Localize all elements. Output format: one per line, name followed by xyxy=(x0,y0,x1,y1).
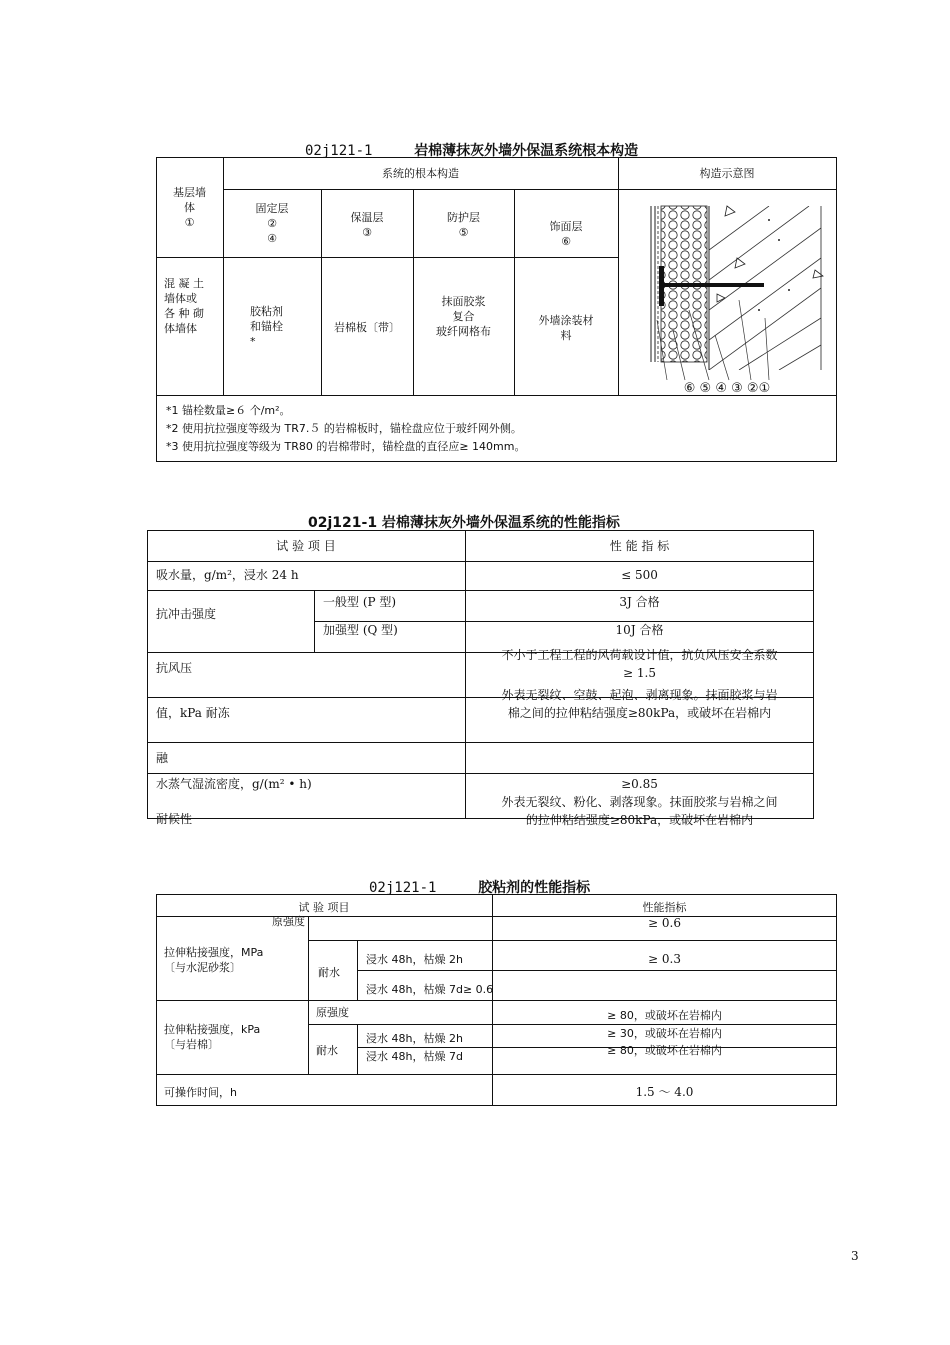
t2-r2-sub2: 加强型 (Q 型) xyxy=(323,623,398,637)
t2-r2-val1: 3J 合格 xyxy=(619,595,660,609)
t3-b-w2: 浸水 48h，枯燥 7d xyxy=(366,1050,463,1063)
t2-r2-val2: 10J 合格 xyxy=(615,623,664,637)
table3-title-code: 02j121-1 xyxy=(369,880,437,896)
sub-insul-label: 保温层 xyxy=(350,211,384,224)
t3-b-orig: 原强度 xyxy=(316,1006,349,1019)
t3-b-w1-val: ≥ 30，或破坏在岩棉内 xyxy=(607,1027,722,1040)
t2-r2-sub1: 一般型 (P 型) xyxy=(323,595,397,609)
t3-a-item: 拉伸粘接强度，MPa xyxy=(164,946,264,959)
note-2: *2 使用抗拉强度等级为 TR7.５ 的岩棉板时，锚栓盘应位于玻纤网外侧。 xyxy=(166,422,522,435)
table1-title-text: 岩棉薄抹灰外墙外保温系统根本构造 xyxy=(414,143,639,159)
t2-r1-val: ≤ 500 xyxy=(621,568,658,582)
t2-r4-val: 外表无裂纹、空鼓、起泡、剥离现象。抹面胶浆与岩 xyxy=(501,688,778,702)
t3-head-item: 试 验 项目 xyxy=(298,901,350,914)
t3-a-w1: 浸水 48h，枯燥 2h xyxy=(366,953,463,966)
t2-r6-item: 水蒸气湿流密度，g/(m² • h) xyxy=(156,777,312,791)
t2-r4-item: 值，kPa 耐冻 xyxy=(156,706,230,720)
t2-r1-item: 吸水量，g/m²，浸水 24 h xyxy=(156,568,299,582)
t2-head-item: 试 验 项 目 xyxy=(276,539,336,553)
t2-r5-item: 融 xyxy=(156,751,169,765)
base-wall-value: 混 凝 土 xyxy=(164,277,204,290)
t3-op-item: 可操作时间，h xyxy=(164,1086,237,1099)
diagram-caption: ⑥ ⑤ ④ ③ ②① xyxy=(683,381,771,396)
note-1: *1 锚栓数量≥６ 个/m²。 xyxy=(166,404,291,417)
sub-protect-label: 防护层 xyxy=(447,211,480,224)
t3-a-w1-val: ≥ 0.3 xyxy=(648,952,681,966)
fix-value: 胶粘剂 xyxy=(250,305,283,318)
t3-a-water: 耐水 xyxy=(318,966,340,979)
t3-b-water: 耐水 xyxy=(316,1044,338,1057)
note-3: *3 使用抗拉强度等级为 TR80 的岩棉带时，锚栓盘的直径应≥ 140mm。 xyxy=(166,440,526,453)
t2-r7-item: 耐候性 xyxy=(156,812,193,826)
insul-value: 岩棉板〔带〕 xyxy=(334,321,400,334)
finish-value: 外墙涂装材 xyxy=(538,314,594,327)
t3-a-orig: 原强度 xyxy=(272,915,305,928)
protect-value: 抹面胶浆 xyxy=(441,295,486,308)
t3-head-index: 性能指标 xyxy=(642,901,687,914)
t2-r2-item: 抗冲击强度 xyxy=(156,607,217,621)
t3-b-w2-val: ≥ 80，或破坏在岩棉内 xyxy=(607,1044,722,1057)
page-number: 3 xyxy=(851,1249,859,1263)
t2-r3-val: 不小于工程工程的风荷载设计值，抗负风压安全系数 xyxy=(501,648,778,662)
col-system-label: 系统的根本构造 xyxy=(382,167,459,180)
t3-b-w1: 浸水 48h，枯燥 2h xyxy=(366,1032,463,1045)
col-diagram-label: 构造示意图 xyxy=(699,167,755,180)
t2-r7-val: 外表无裂纹、粉化、剥落现象。抹面胶浆与岩棉之间 xyxy=(501,795,778,809)
table1-title-code: 02j121-1 xyxy=(305,143,373,159)
t3-a-w2: 浸水 48h，枯燥 7d≥ 0.6 xyxy=(366,983,494,996)
col-base-num: ① xyxy=(184,216,195,229)
t3-b-orig-val: ≥ 80，或破坏在岩棉内 xyxy=(607,1009,722,1022)
sub-fix-label: 固定层 xyxy=(255,202,289,215)
col-base-label: 基层墙 xyxy=(173,186,206,199)
t3-op-val: 1.5 ～ 4.0 xyxy=(635,1085,694,1099)
sub-finish-label: 饰面层 xyxy=(549,220,583,233)
t2-head-index: 性 能 指 标 xyxy=(609,539,670,553)
t3-a-orig-val: ≥ 0.6 xyxy=(648,916,681,930)
t2-r3-item: 抗风压 xyxy=(156,661,193,675)
construction-diagram xyxy=(619,190,836,395)
t2-r6-val: ≥0.85 xyxy=(621,777,658,791)
t3-b-item: 拉伸粘接强度，kPa xyxy=(164,1023,261,1036)
table2-title: 02j121-1 岩棉薄抹灰外墙外保温系统的性能指标 xyxy=(308,515,620,531)
table3-title-text: 胶粘剂的性能指标 xyxy=(478,880,591,896)
